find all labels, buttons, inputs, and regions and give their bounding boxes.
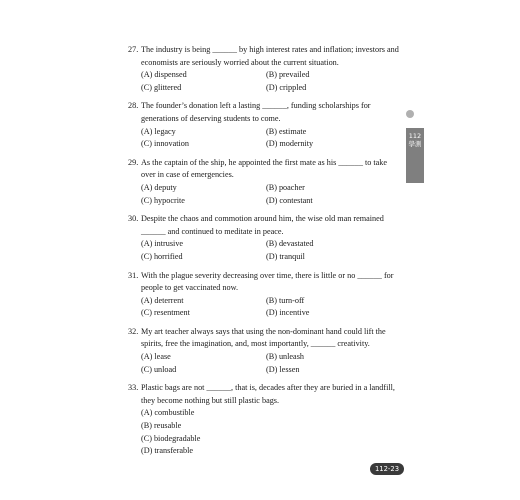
option-d[interactable]: (D) crippled [266, 82, 307, 92]
question-number: 29. [128, 157, 139, 167]
option-d[interactable]: (D) contestant [266, 195, 313, 205]
question-27 [128, 44, 403, 94]
option-c[interactable]: (C) unload [141, 364, 177, 374]
question-text: As the captain of the ship, he appointed the first mate as his ______ to take over in case of emergencies. [141, 157, 388, 180]
question-stem [128, 100, 403, 125]
option-d[interactable]: (D) transferable [141, 446, 194, 456]
option-d[interactable]: (D) lessen [266, 364, 300, 374]
option-c[interactable]: (C) resentment [141, 308, 190, 318]
options [128, 126, 403, 151]
option-b[interactable]: (B) prevailed [266, 70, 310, 80]
side-tab-label: 112學測 [408, 132, 422, 148]
option-a[interactable]: (A) deterrent [141, 295, 184, 305]
option-c[interactable]: (C) horrified [141, 251, 183, 261]
question-stem [128, 44, 403, 69]
option-a[interactable]: (A) dispensed [141, 70, 187, 80]
question-stem [128, 157, 403, 182]
option-c[interactable]: (C) innovation [141, 139, 189, 149]
question-text: With the plague severity decreasing over time, there is little or no ______ for people to get vaccinated now. [141, 270, 394, 293]
option-a[interactable]: (A) intrusive [141, 239, 184, 249]
question-stem [128, 382, 403, 407]
question-text: The industry is being ______ by high interest rates and inflation; investors and economists are seriously worried about the current situation. [141, 45, 399, 67]
option-b[interactable]: (B) devastated [266, 239, 314, 249]
options [128, 351, 403, 376]
question-text: Despite the chaos and commotion around him, the wise old man remained ______ and continued to meditate in peace. [141, 214, 384, 236]
question-stem [128, 213, 403, 238]
question-text: My art teacher always says that using the non-dominant hand could lift the spirits, free the imagination, and, most importantly, ______ creativity. [141, 326, 386, 349]
page-number-badge: 112-23 [370, 463, 404, 475]
question-33 [128, 382, 403, 458]
section-side-tab [406, 128, 424, 183]
question-stem [128, 326, 403, 351]
option-c[interactable]: (C) glittered [141, 82, 182, 92]
option-b[interactable]: (B) poacher [266, 182, 305, 192]
option-a[interactable]: (A) combustible [141, 408, 195, 418]
options [128, 69, 403, 94]
options [128, 295, 403, 320]
question-30 [128, 213, 403, 263]
options [128, 238, 403, 263]
question-29 [128, 157, 403, 207]
option-d[interactable]: (D) incentive [266, 308, 310, 318]
question-text: The founder’s donation left a lasting ______, funding scholarships for generations of deserving students to come. [141, 101, 371, 123]
option-b[interactable]: (B) estimate [266, 126, 307, 136]
question-number: 32. [128, 326, 139, 336]
question-text: Plastic bags are not ______, that is, decades after they are buried in a landfill, they become nothing but still plastic bags. [141, 383, 395, 405]
question-28 [128, 100, 403, 150]
option-b[interactable]: (B) turn-off [266, 295, 305, 305]
option-a[interactable]: (A) deputy [141, 182, 177, 192]
question-number: 28. [128, 101, 139, 111]
question-31 [128, 270, 403, 320]
question-32 [128, 326, 403, 376]
option-d[interactable]: (D) tranquil [266, 251, 305, 261]
question-number: 27. [128, 45, 139, 54]
question-list [128, 44, 403, 464]
question-stem [128, 270, 403, 295]
question-number: 33. [128, 383, 139, 393]
question-number: 31. [128, 270, 139, 280]
tab-marker-dot [406, 110, 414, 118]
options [128, 182, 403, 207]
option-c[interactable]: (C) biodegradable [141, 433, 201, 443]
option-b[interactable]: (B) unleash [266, 352, 304, 362]
options [128, 407, 403, 457]
option-a[interactable]: (A) lease [141, 352, 171, 362]
question-number: 30. [128, 214, 139, 224]
option-d[interactable]: (D) modernity [266, 139, 314, 149]
option-b[interactable]: (B) reusable [141, 421, 182, 431]
option-a[interactable]: (A) legacy [141, 126, 176, 136]
option-c[interactable]: (C) hypocrite [141, 195, 185, 205]
